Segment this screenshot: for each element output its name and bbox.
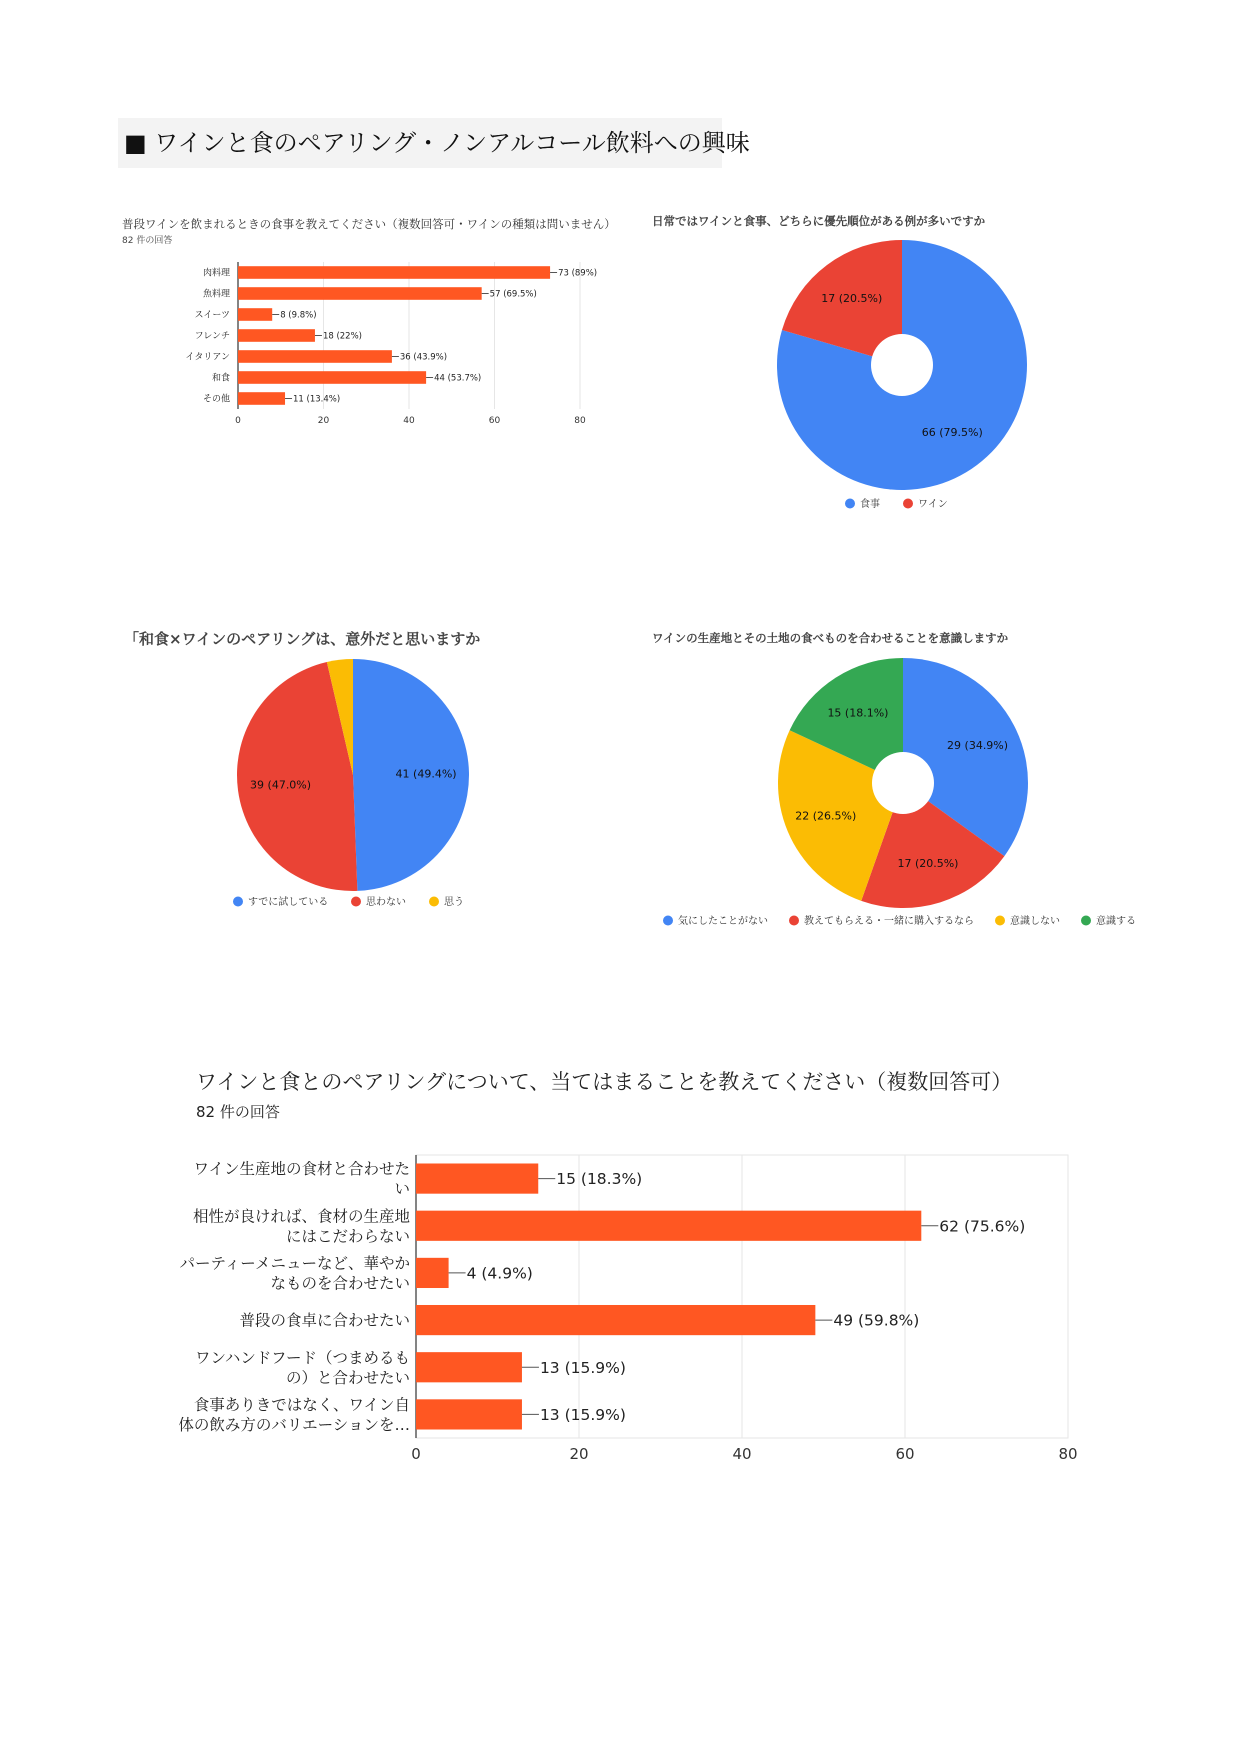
category-label: 和食 <box>211 373 230 384</box>
category-label: なものを合わせたい <box>270 1274 410 1293</box>
category-label: スイーツ <box>194 310 230 321</box>
bar <box>416 1352 522 1382</box>
category-label: 体の飲み方のバリエーションを… <box>178 1415 410 1434</box>
data-label: 49 (59.8%) <box>833 1311 920 1330</box>
category-label: 相性が良ければ、食材の生産地 <box>192 1207 410 1226</box>
chart-priority-title: 日常ではワインと食事、どちらに優先順位がある例が多いですか <box>652 214 986 228</box>
slice-label: 15 (18.1%) <box>827 706 889 720</box>
chart-pairing-title: ワインと食とのペアリングについて、当てはまることを教えてください（複数回答可） <box>196 1070 1013 1094</box>
data-label: 57 (69.5%) <box>489 289 537 300</box>
data-label: 11 (13.4%) <box>293 394 341 405</box>
legend-label: 気にしたことがない <box>678 916 768 927</box>
category-label: 肉料理 <box>202 268 230 279</box>
slice-label: 17 (20.5%) <box>897 856 959 870</box>
data-label: 62 (75.6%) <box>939 1217 1026 1236</box>
category-label: 魚料理 <box>202 289 230 300</box>
legend-label: ワイン <box>918 499 948 510</box>
category-label: その他 <box>202 394 230 405</box>
category-label: フレンチ <box>194 331 230 342</box>
data-label: 15 (18.3%) <box>556 1170 643 1189</box>
legend-label: 意識する <box>1096 916 1136 927</box>
slice-label: 66 (79.5%) <box>921 426 983 440</box>
x-tick-label: 40 <box>403 416 415 426</box>
slice-label: 17 (20.5%) <box>821 291 883 305</box>
x-tick-label: 80 <box>1058 1445 1078 1463</box>
x-tick-label: 40 <box>732 1445 752 1463</box>
category-label: イタリアン <box>185 352 230 363</box>
chart-meals-title: 普段ワインを飲まれるときの食事を教えてください（複数回答可・ワインの種類は問いません） <box>122 217 616 231</box>
x-tick-label: 80 <box>574 416 586 426</box>
x-tick-label: 0 <box>235 416 241 426</box>
data-label: 8 (9.8%) <box>280 310 317 321</box>
category-label: ワイン生産地の食材と合わせた <box>193 1160 410 1179</box>
data-label: 13 (15.9%) <box>539 1405 626 1424</box>
data-label: 18 (22%) <box>322 331 362 342</box>
x-tick-label: 60 <box>488 416 501 426</box>
chart-meals-subtitle: 82 件の回答 <box>122 236 173 246</box>
bar <box>416 1163 538 1193</box>
legend-label: すでに試している <box>248 897 329 908</box>
chart-washoku-title: 「和食×ワインのペアリングは、意外だと思いますか <box>124 630 481 648</box>
category-label: パーティーメニューなど、華やか <box>179 1254 410 1273</box>
data-label: 44 (53.7%) <box>434 373 482 384</box>
data-label: 4 (4.9%) <box>466 1264 533 1283</box>
slice-label: 41 (49.4%) <box>395 767 457 781</box>
x-tick-label: 20 <box>569 1445 589 1463</box>
legend-label: 食事 <box>860 499 880 510</box>
legend-label: 教えてもらえる・一緒に購入するなら <box>804 916 974 927</box>
x-tick-label: 0 <box>411 1445 421 1463</box>
data-label: 13 (15.9%) <box>539 1358 626 1377</box>
slice-label: 39 (47.0%) <box>250 778 312 792</box>
section-heading: ■ ワインと食のペアリング・ノンアルコール飲料への興味 <box>118 118 722 168</box>
slice-label: 29 (34.9%) <box>947 738 1009 752</box>
bar <box>416 1258 449 1288</box>
x-tick-label: 60 <box>895 1445 915 1463</box>
bar <box>416 1305 815 1335</box>
bar <box>416 1399 522 1429</box>
category-label: ワンハンドフード（つまめるも <box>195 1348 410 1367</box>
legend-label: 思う <box>444 897 464 908</box>
category-label: 普段の食卓に合わせたい <box>239 1311 410 1330</box>
chart-origin-title: ワインの生産地とその土地の食べものを合わせることを意識しますか <box>652 631 1009 645</box>
legend-label: 思わない <box>366 897 406 908</box>
category-label: 食事ありきではなく、ワイン自 <box>193 1395 410 1414</box>
category-label: い <box>394 1180 410 1199</box>
data-label: 36 (43.9%) <box>399 352 448 363</box>
bar <box>416 1211 921 1241</box>
data-label: 73 (89%) <box>558 268 598 279</box>
category-label: の）と合わせたい <box>285 1368 410 1387</box>
slice-label: 22 (26.5%) <box>795 809 857 823</box>
legend-label: 意識しない <box>1010 916 1060 927</box>
x-tick-label: 20 <box>317 416 330 426</box>
chart-pairing-subtitle: 82 件の回答 <box>196 1103 280 1121</box>
category-label: にはこだわらない <box>285 1227 410 1246</box>
